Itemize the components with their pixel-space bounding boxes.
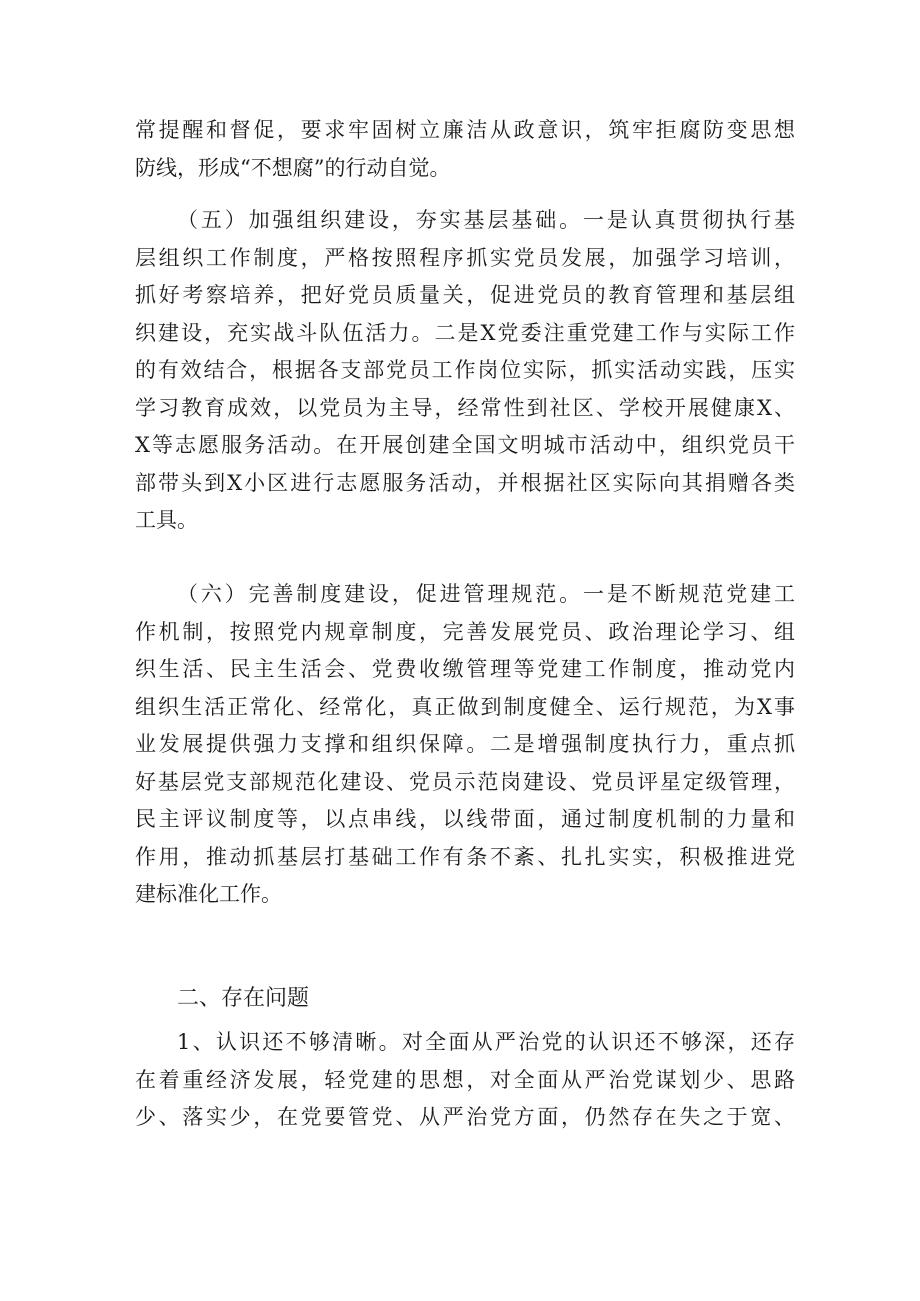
text-line: 作机制，按照党内规章制度，完善发展党员、政治理论学习、组 [135, 619, 795, 644]
text-line: 好基层党支部规范化建设、党员示范岗建设、党员评星定级管理， [135, 769, 795, 794]
text-line: 民主评议制度等，以点串线，以线带面，通过制度机制的力量和 [135, 807, 795, 831]
text-line: 防线，形成“不想腐”的行动自觉。 [135, 155, 451, 180]
section-heading: 二、存在问题 [177, 986, 310, 1011]
text-line: 业发展提供强力支撑和组织保障。二是增强制度执行力，重点抓 [135, 732, 795, 756]
text-line: 作用，推动抓基层打基础工作有条不紊、扎扎实实，积极推进党 [135, 844, 795, 869]
text-line: 1、认识还不够清晰。对全面从严治党的认识还不够深，还存 [177, 1030, 795, 1054]
text-line: 工具。 [135, 508, 198, 532]
text-line: （六）完善制度建设，促进管理规范。一是不断规范党建工 [177, 582, 795, 606]
text-line: 部带头到X小区进行志愿服务活动，并根据社区实际向其捐赠各类 [135, 470, 795, 495]
text-line: 组织生活正常化、经常化，真正做到制度健全、运行规范，为X事 [135, 694, 795, 719]
text-line: 抓好考察培养，把好党员质量关，促进党员的教育管理和基层组 [135, 283, 795, 307]
text-line: 织生活、民主生活会、党费收缴管理等党建工作制度，推动党内 [135, 657, 795, 681]
paragraph-4 [135, 1024, 795, 1137]
paragraph-3 [135, 576, 795, 914]
text-line: 在着重经济发展，轻党建的思想，对全面从严治党谋划少、思路 [135, 1067, 795, 1092]
text-line: （五）加强组织建设，夯实基层基础。一是认真贯彻执行基 [177, 208, 795, 232]
text-line: X等志愿服务活动。在开展创建全国文明城市活动中，组织党员干 [135, 433, 795, 457]
paragraph-1 [135, 112, 795, 187]
paragraph-2 [135, 202, 795, 540]
text-line: 的有效结合，根据各支部党员工作岗位实际，抓实活动实践，压实 [135, 358, 795, 382]
text-line: 织建设，充实战斗队伍活力。二是X党委注重党建工作与实际工作 [135, 320, 795, 345]
text-line: 建标准化工作。 [135, 882, 282, 906]
text-line: 少、落实少，在党要管党、从严治党方面，仍然存在失之于宽、 [135, 1105, 795, 1129]
text-line: 学习教育成效，以党员为主导，经常性到社区、学校开展健康X、 [135, 395, 795, 420]
text-line: 常提醒和督促，要求牢固树立廉洁从政意识，筑牢拒腐防变思想 [135, 118, 795, 142]
text-line: 层组织工作制度，严格按照程序抓实党员发展，加强学习培训， [135, 245, 795, 270]
